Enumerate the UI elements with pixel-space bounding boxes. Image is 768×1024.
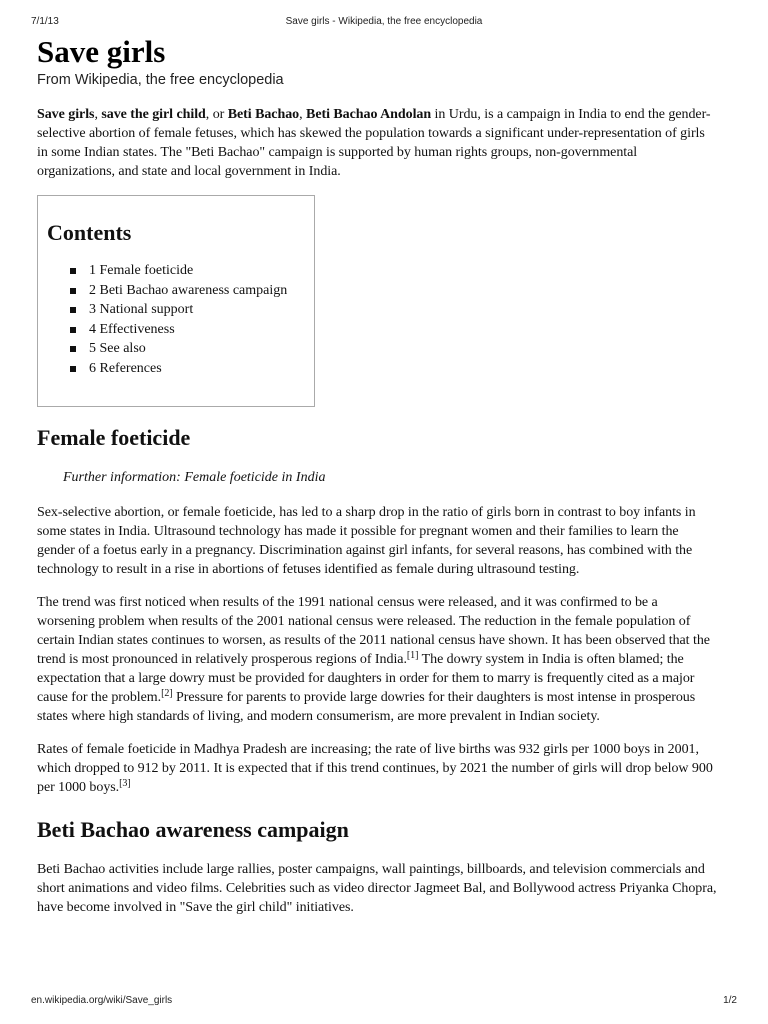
bullet-icon: [70, 268, 76, 274]
toc-item-see-also[interactable]: 5 See also: [69, 339, 305, 359]
intro-term-beti-bachao: Beti Bachao: [227, 107, 300, 122]
citation-link-2[interactable]: [2]: [161, 688, 173, 699]
print-page-number: 1/2: [723, 995, 737, 1006]
intro-paragraph: Save girls, save the girl child, or Beti Bachao, Beti Bachao Andolan in Urdu, is a campaign in India to end the gender-selective abortion of female fetuses, which has skewed the population towards a significant under-representation of girls in some Indian states. The "Beti Bachao" campaign is supported by human rights groups, non-governmental organizations, and state and local government in India.: [37, 107, 711, 179]
print-footer: [31, 995, 737, 1009]
print-page-title: Save girls - Wikipedia, the free encyclopedia: [285, 16, 483, 27]
article-content: [37, 34, 717, 931]
bullet-icon: [70, 346, 76, 352]
further-information-note[interactable]: Further information: Female foeticide in India: [63, 470, 326, 485]
bullet-icon: [70, 307, 76, 313]
citation-link-3[interactable]: [3]: [119, 778, 131, 789]
section-heading-female-foeticide: Female foeticide: [37, 425, 191, 450]
intro-text: in Urdu, is a campaign in India to end the gender-selective abortion of female fetuses, which has skewed the population towards a significant under-representation of girls in some Indian states. The "Beti Bachao" campaign is supported by human rights groups, non-governmental organizations, and state and local government in India.: [37, 107, 711, 179]
intro-term-save-the-girl-child: save the girl child: [101, 107, 206, 122]
awareness-campaign-paragraph-1: Beti Bachao activities include large rallies, poster campaigns, wall paintings, billboards, and television commercials and short animations and video films. Celebrities such as video director Jagmeet Bal, and Bollywood actress Priyanka Chopra, have become involved in "Save the girl child" initiatives.: [37, 862, 717, 915]
section-heading-beti-bachao-awareness-campaign: Beti Bachao awareness campaign: [37, 817, 349, 842]
toc-item-beti-bachao-awareness-campaign[interactable]: 2 Beti Bachao awareness campaign: [69, 281, 305, 301]
toc-item-national-support[interactable]: 3 National support: [69, 300, 305, 320]
print-date: 7/1/13: [31, 16, 59, 27]
female-foeticide-paragraph-1: Sex-selective abortion, or female foeticide, has led to a sharp drop in the ratio of girls born in contrast to boy infants in some states in India. Ultrasound technology has made it possible for pregnant women and their families to learn the gender of a foetus early in a pregnancy. Discrimination against girl infants, for several reasons, has combined with the technology to result in a rise in abortions of fetuses identified as female during ultrasound testing.: [37, 505, 696, 577]
page-title: Save girls: [37, 34, 166, 69]
toc-item-references[interactable]: 6 References: [69, 359, 305, 379]
print-url: en.wikipedia.org/wiki/Save_girls: [31, 995, 173, 1006]
toc-list: [47, 261, 305, 378]
toc-item-female-foeticide[interactable]: 1 Female foeticide: [69, 261, 305, 281]
bullet-icon: [70, 288, 76, 294]
toc-item-effectiveness[interactable]: 4 Effectiveness: [69, 320, 305, 340]
female-foeticide-paragraph-2: The trend was first noticed when results of the 1991 national census were released, and it was confirmed to be a worsening problem when results of the 2001 national census were released. The reduction in the female population of certain Indian states continues to worsen, as results of the 2011 national census have shown. It has been observed that the trend is most pronounced in relatively prosperous regions of India.[1] The dowry system in India is often blamed; the expectation that a large dowry must be provided for daughters in order for them to marry is frequently cited as a major cause for the problem.[2] Pressure for parents to provide large dowries for their daughters is most intense in prosperous states where high standards of living, and modern consumerism, are more prevalent in Indian society.: [37, 595, 710, 724]
intro-term-save-girls: Save girls: [37, 107, 95, 122]
toc-title: Contents: [47, 220, 132, 245]
print-header: [31, 16, 737, 30]
bullet-icon: [70, 366, 76, 372]
intro-term-beti-bachao-andolan: Beti Bachao Andolan: [306, 107, 432, 122]
citation-link-1[interactable]: [1]: [406, 650, 419, 661]
female-foeticide-paragraph-3: Rates of female foeticide in Madhya Pradesh are increasing; the rate of live births was 932 girls per 1000 boys in 2001, which dropped to 912 by 2011. It is expected that if this trend continues, by 2021 the number of girls will drop below 900 per 1000 boys.[3]: [37, 742, 713, 795]
bullet-icon: [70, 327, 76, 333]
site-tagline: From Wikipedia, the free encyclopedia: [37, 72, 284, 88]
table-of-contents: [37, 195, 315, 407]
